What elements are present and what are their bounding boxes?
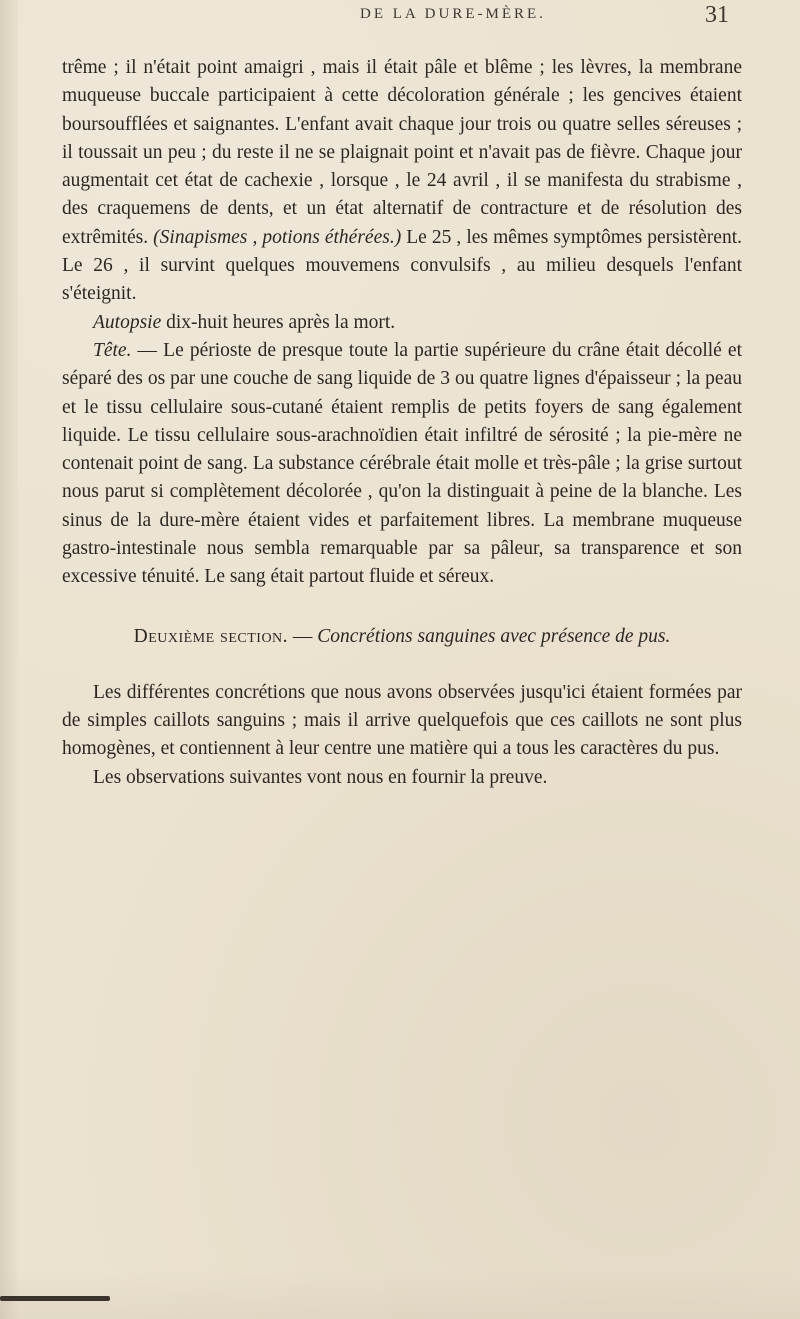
tete-text: — Le périoste de presque toute la partie supérieure du crâne était décollé et séparé des os par une couche de sang liquide de 3 ou quatre lignes d'épaisseur ; la peau et le tissu cellulaire sous-cutané étaient remplis de petits foyers de sang également liquide. Le tissu cellulaire sous-arachnoïdien était infiltré de sérosité ; la pie-mère ne contenait point de sang. La substance cérébrale était molle et très-pâle ; la grise surtout nous parut si complètement décolorée , qu'on la distinguait à peine de la blanche. Les sinus de la dure-mère étaient vides et parfaitement libres. La membrane muqueuse gastro-intestinale nous sembla remarquable par sa pâleur, sa transparence et son excessive ténuité. Le sang était partout fluide et séreux. bbox=[62, 339, 742, 588]
paragraph-1-text-a: trême ; il n'était point amaigri , mais il était pâle et blême ; les lèvres, la membrane muqueuse buccale participaient à cette décoloration générale ; les gencives étaient boursoufflées et saignantes. L'enfant avait chaque jour trois ou quatre selles séreuses ; il toussait un peu ; du reste il ne se plaignait point et n'avait pas de fièvre. Chaque jour augmentait cet état de cachexie , lorsque , le 24 avril , il se manifesta du strabisme , des craquemens de dents, et un état alternatif de contracture et de résolution des extrêmités. bbox=[62, 57, 742, 248]
page-number: 31 bbox=[705, 2, 729, 28]
autopsie-label: Autopsie bbox=[93, 311, 162, 333]
section-heading bbox=[62, 623, 742, 651]
autopsie-text: dix-huit heures après la mort. bbox=[161, 311, 396, 333]
running-header: DE LA DURE-MÈRE. bbox=[360, 6, 546, 22]
paragraph-4: Les différentes concrétions que nous avons observées jusqu'ici étaient formées par de simples caillots sanguins ; mais il arrive quelquefois que ces caillots ne sont plus homogènes, et contiennent à leur centre une matière qui a tous les caractères du pus. bbox=[62, 681, 742, 760]
main-text-block bbox=[62, 54, 742, 792]
section-heading-caps: Deuxième section. bbox=[133, 625, 289, 647]
paragraph-1-text-c: Le 25 , les mêmes symptômes persistèrent. Le 26 , il survint quelques mouvemens convulsifs , au milieu desquels l'enfant s'éteignit. bbox=[62, 226, 743, 305]
section-heading-dash: — bbox=[288, 625, 318, 647]
paragraph-1 bbox=[62, 54, 742, 309]
paragraph-3 bbox=[62, 337, 742, 592]
paragraph-1-italic-prescription: (Sinapismes , potions éthérées.) bbox=[153, 226, 402, 248]
tete-label: Tête. bbox=[93, 339, 132, 361]
section-heading-title: Concrétions sanguines avec présence de pus. bbox=[317, 625, 671, 647]
page-bottom-shadow bbox=[0, 1269, 800, 1319]
binding-shadow bbox=[0, 0, 18, 1319]
paragraph-5: Les observations suivantes vont nous en fournir la preuve. bbox=[93, 766, 548, 788]
page-bottom-mark bbox=[0, 1296, 110, 1301]
paragraph-2 bbox=[62, 309, 742, 337]
